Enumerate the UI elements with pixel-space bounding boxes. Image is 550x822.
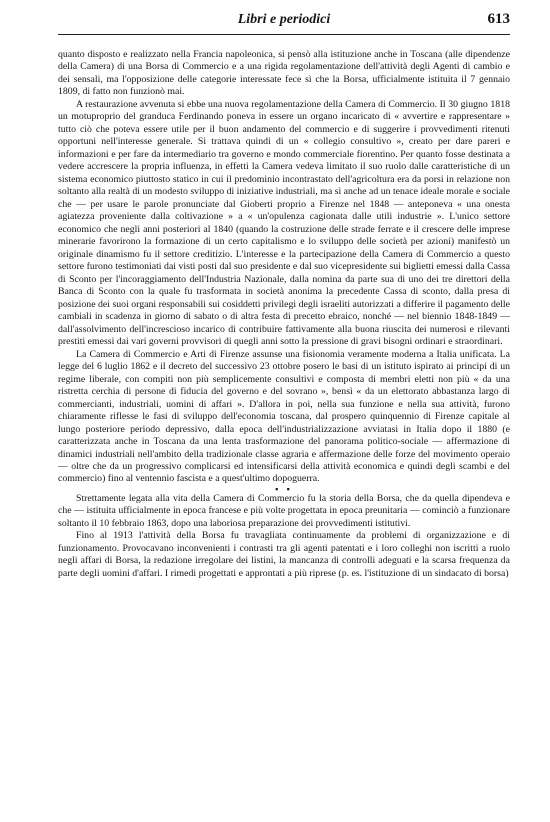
- paragraph-3: La Camera di Commercio e Arti di Firenze assunse una fisionomia veramente moderna a Italia unificata. La legge del 6 luglio 1862 e il decreto del successivo 23 ottobre posero le basi di un istituto ispirato ai principi di un regime liberale, con compiti non più semplicemente consultivi e composta di membri eletti non più « da una ristretta cerchia di persone di fiducia del governo e del sovrano », bensì « da un elettorato abbastanza largo di commercianti, industriali, uomini di affari ». D'allora in poi, nella sua funzione e nella sua attività, furono chiaramente riflesse le fasi di sviluppo dell'economia toscana, dal prospero quinquennio di Firenze capitale al lungo posteriore periodo depressivo, dalla epoca dell'industrializzazione avviatasi in Italia dopo il 1880 (e caratterizzata anche in Toscana da una lenta trasformazione del panorama politico-sociale — affermazione di dinamici industriali nell'ambito della tradizionale classe agraria e affermazione delle forze del movimento operaio — oltre che da un progressivo complicarsi ed intensificarsi della attività economica e quindi degli scambi e del commercio) fino al ventennio fascista e a quest'ultimo dopoguerra.: [58, 348, 510, 485]
- paragraph-1: quanto disposto e realizzato nella Francia napoleonica, si pensò alla istituzione anche in Toscana (alle dipendenze della Camera) di una Borsa di Commercio e a una rigida regolamentazione dell'attività degli Agenti di cambio e dei sensali, ma l'opposizione delle categorie interessate fece sì che la Borsa, ufficialmente istituita il 7 gennaio 1809, di fatto non funzionò mai.: [58, 49, 510, 98]
- paragraph-2: A restaurazione avvenuta si ebbe una nuova regolamentazione della Camera di Commercio. Il 30 giugno 1818 un motuproprio del granduca Ferdinando poneva in essere un organo incaricato di « avvertire e rappresentare » tutto ciò che poteva essere utile per il buon andamento del commercio e di suggerire i provvedimenti ritenuti opportuni nell'interesse generale. Si trattava quindi di un « collegio consultivo », creato per dare pareri e informazioni e per fare da intermediario tra governo e mondo commerciale fiorentino. Per quanto fosse destinata a vedere accrescere la propria influenza, in effetti la Camera vedeva limitato il suo ruolo dalle caratteristiche di un sistema economico piuttosto statico in cui il predominio incontrastato dell'agricoltura era da porsi in relazione non soltanto alla realtà di un modesto sviluppo di iniziative industriali, ma sì anche ad un tenace ideale morale e sociale che — per usare le parole pronunciate dal Gioberti proprio a Firenze nel 1848 — anteponeva « una onesta agiatezza proveniente dalla coltivazione » a « un'opulenza cagionata dalle utili industrie ». L'unico settore economico che negli anni posteriori al 1840 (quando la costruzione delle strade ferrate e il crescere delle imprese minerarie favorirono la formazione di un certo capitalismo e lo sviluppo delle società per azioni) manifestò un originale dinamismo fu il settore creditizio. L'interesse e la partecipazione della Camera di Commercio a questo settore furono testimoniati dai visti posti dal suo presidente e dal suo vicepresidente sui biglietti emessi dalla Cassa di Sconto per l'incoraggiamento dell'Industria Nazionale, dalla nomina da parte sua di uno dei tre direttori della Banca di Sconto con la quale fu trasformata in società anonima la precedente Cassa di sconto, dalla presa di posizione dei suoi organi responsabili sui cosiddetti privilegi degli israeliti autorizzati a differire il pagamento delle cambiali in scadenza in giorno di sabato o di altra festa di precetto ebraico, nonché — nel biennio 1848-1849 — dall'assolvimento dell'incresciosо incarico di contribuire fattivamente alla buona riuscita dei numerosi e rilevanti prestiti emessi dai vari governi provvisori di quegli anni sotto la pressione di gravi bisogni ordinari e straordinari.: [58, 98, 510, 348]
- article-body: [58, 49, 510, 580]
- running-title: Libri e periodici: [237, 12, 331, 27]
- running-header: [58, 0, 510, 35]
- page-number: 613: [487, 11, 510, 27]
- paragraph-5: Fino al 1913 l'attività della Borsa fu travagliata continuamente da problemi di organizzazione e di funzionamento. Provocavano inconvenienti i contrasti tra gli agenti patentati e i loro colleghi non iscritti a ruolo negli affari di Borsa, la redazione irregolare dei listini, la mancanza di controlli adeguati e la scarsa frequenza da parte degli uomini d'affari. I rimedi progettati e approntati a più riprese (p. es. l'istituzione di un sindacato di borsa): [58, 530, 510, 579]
- section-separator: ▪ ▪: [275, 483, 293, 494]
- paragraph-4: Strettamente legata alla vita della Camera di Commercio fu la storia della Borsa, che da quella dipendeva e che — istituita ufficialmente in epoca francese e più volte progettata in epoca preunitaria — cominciò a funzionare soltanto il 10 febbraio 1863, dopo una laboriosa preparazione dei provvedimenti istitutivi.: [58, 492, 510, 529]
